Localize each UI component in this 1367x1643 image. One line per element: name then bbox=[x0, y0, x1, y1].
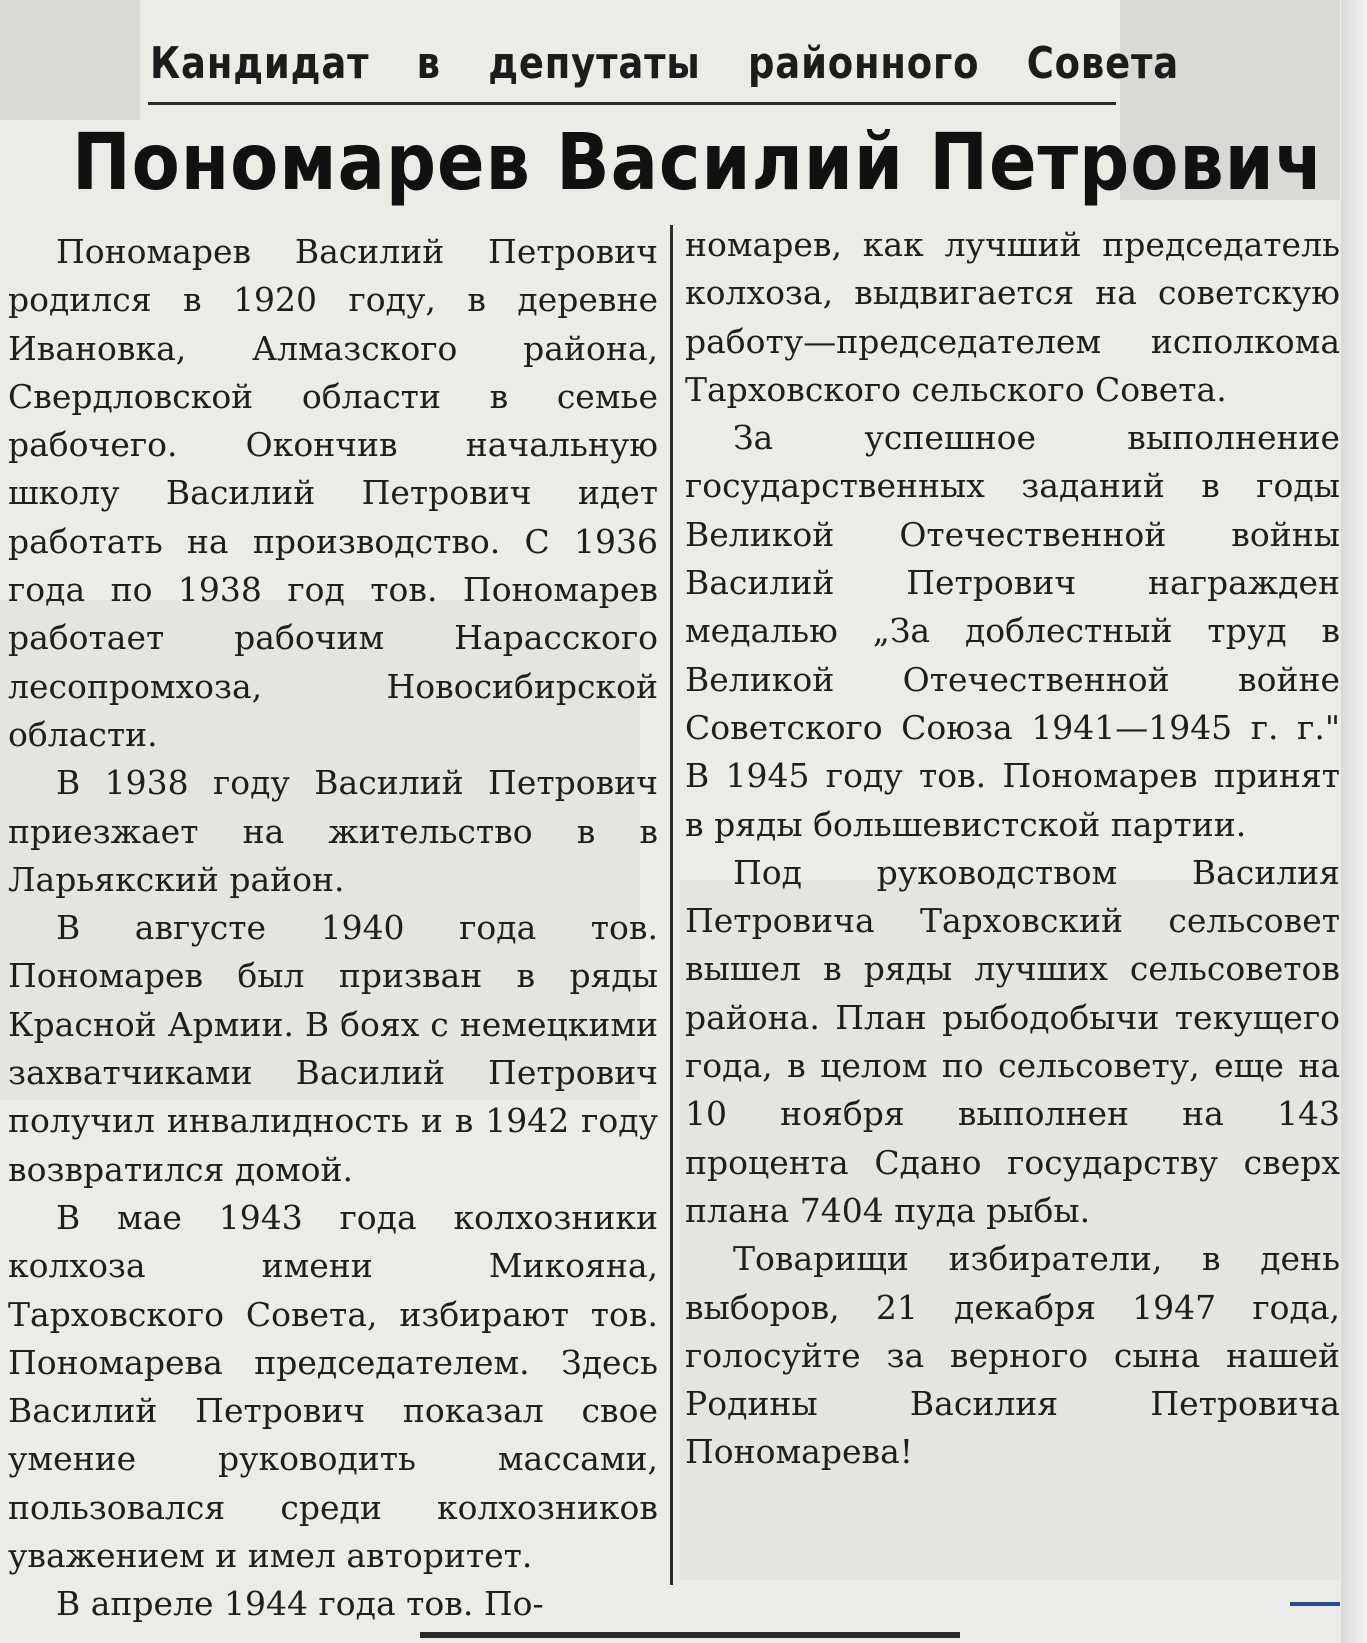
page-edge bbox=[1341, 0, 1367, 1643]
left-column bbox=[8, 228, 658, 1629]
right-column bbox=[685, 221, 1340, 1477]
paragraph: За успешное выполнение государственных заданий в годы Великой Отечественной войны Василий Петрович награжден медалью „За доблестный труд в Великой Отечественной войне Советского Союза 1941—1945 г. г." В 1945 году тов. Пономарев принят в ряды большевистской партии. bbox=[685, 418, 1340, 844]
paragraph: В августе 1940 года тов. Пономарев был призван в ряды Красной Армии. В боях с немецкими захватчиками Василий Петрович получил инвалидность и в 1942 году возвратился домой. bbox=[8, 908, 658, 1189]
ink-mark bbox=[1290, 1602, 1340, 1606]
bottom-rule bbox=[420, 1632, 960, 1638]
column-divider bbox=[670, 225, 673, 1585]
paragraph: Товарищи избиратели, в день выборов, 21 декабря 1947 года, голосуйте за верного сына нашей Родины Василия Петровича Пономарева! bbox=[685, 1239, 1340, 1472]
paragraph: В 1938 году Василий Петрович приезжает на жительство в в Ларьякский район. bbox=[8, 763, 658, 899]
bleed-through-texture bbox=[0, 0, 140, 120]
headline: Пономарев Василий Петрович bbox=[72, 118, 1324, 208]
paragraph: Под руководством Василия Петровича Тарховский сельсовет вышел в ряды лучших сельсоветов района. План рыбодобычи текущего года, в целом по сельсовету, еще на 10 ноября выполнен на 143 процента Сдано государству сверх плана 7404 пуда рыбы. bbox=[685, 852, 1340, 1230]
kicker-rule bbox=[148, 102, 1116, 105]
paragraph: Пономарев Василий Петрович родился в 1920 году, в деревне Ивановка, Алмазского района, Свердловской области в семье рабочего. Окончив начальную школу Василий Петрович идет работать на производство. С 1936 года по 1938 год тов. Пономарев работает рабочим Нарасского лесопромхоза, Новосибирской области. bbox=[8, 232, 658, 754]
kicker-heading: Кандидат в депутаты районного Совета bbox=[150, 38, 1180, 89]
paragraph: В мае 1943 года колхозники колхоза имени Микояна, Тарховского Совета, избирают тов. Пономарева председателем. Здесь Василий Петрович показал свое умение руководить массами, пользовался среди колхозников уважением и имел авторитет. bbox=[8, 1197, 658, 1576]
paragraph: номарев, как лучший председатель колхоза, выдвигается на советскую работу—председателем исполкома Тарховского сельского Совета. bbox=[685, 225, 1340, 409]
paragraph: В апреле 1944 года тов. По- bbox=[56, 1584, 544, 1624]
